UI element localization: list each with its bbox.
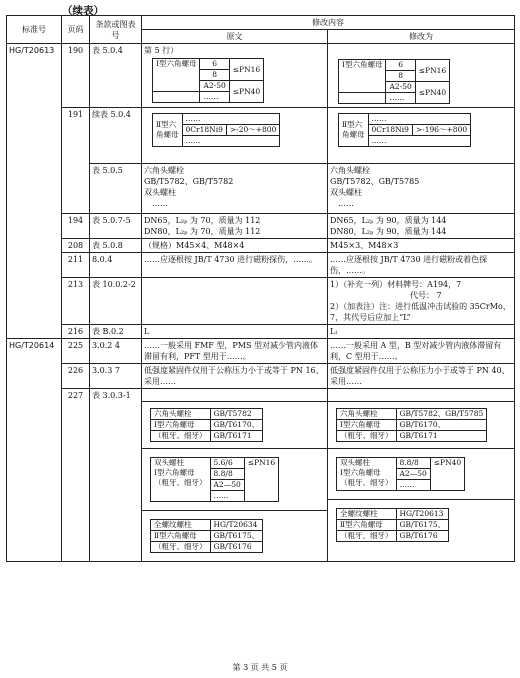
clause-cell: 表 5.0.5 (90, 164, 142, 214)
clause-cell: 表 3.0.3-1 (90, 389, 142, 562)
fastener-name: 六角头螺栓 (337, 409, 397, 420)
ellipsis: …… (182, 114, 280, 125)
nut-table (338, 113, 471, 147)
std-number: HG/T20613 (7, 44, 62, 339)
revised-cell: M45×3、M48×3 (328, 239, 515, 253)
clause-cell: 表 5.0.8 (90, 239, 142, 253)
original-cell: DN65，L₂ₚ 为 70，质量为 112 DN80，L₂ₚ 为 70，质量为 112 (142, 214, 328, 239)
nut-name: Ⅱ型六 角螺母 (153, 114, 183, 147)
original-cell: ……应逐根按 JB/T 4730 进行磁粉探伤，……。 (142, 253, 328, 278)
fastener-name: （粗牙、细牙） (151, 431, 211, 442)
page-cell: 227 (62, 389, 90, 562)
temp-range: >-196～+800 (412, 125, 470, 136)
table-row (7, 44, 515, 108)
ellipsis: …… (368, 136, 471, 147)
original-cell (142, 108, 328, 164)
fastener-name: Ⅰ型六角螺母 (151, 420, 211, 431)
fastener-name: （粗牙、细牙） (337, 531, 397, 542)
header-row (7, 16, 515, 30)
table-row (7, 253, 515, 278)
original-cell (142, 278, 328, 325)
clause-cell: 8.0.4 (90, 253, 142, 278)
fastener-table-a (150, 408, 263, 442)
ellipsis: …… (396, 480, 430, 491)
ellipsis: …… (210, 491, 244, 502)
fastener-name: （粗牙、细牙） (151, 542, 211, 553)
pn-value: ≤PN40 (415, 82, 449, 104)
fastener-table-b (150, 457, 279, 502)
fastener-name: Ⅱ型六角螺母 (151, 531, 211, 542)
revised-cell: ……一般采用 A 型，B 型对减少管内液体滞留有利，C 型用于……。 (328, 339, 515, 364)
ellipsis: …… (200, 92, 229, 103)
revised-cell: 1）（补充一列）材料牌号：A194，7 代号： 7 2）（加表注）注：进行低温冲击试验的 35CrMo、7，其代号后应加上“L” (328, 278, 515, 325)
page-footer: 第 3 页 共 5 页 (232, 663, 288, 672)
page-cell: 211 (62, 253, 90, 278)
revised-cell: ……应逐根按 JB/T 4730 进行磁粉或着色探伤，……。 (328, 253, 515, 278)
revised-cell (328, 389, 515, 562)
original-cell: ……一般采用 FMF 型，PMS 型对减少管内液体滞留有利，PFT 型用于……。 (142, 339, 328, 364)
ellipsis: …… (386, 93, 415, 104)
clause-cell: 续表 5.0.4 (90, 108, 142, 164)
table-row (7, 239, 515, 253)
grade: A2—50 (210, 480, 244, 491)
nut-name: Ⅱ型六 角螺母 (339, 114, 369, 147)
fastener-name: 双头螺柱 Ⅰ型六角螺母 （粗牙、细牙） (337, 458, 397, 491)
ellipsis: …… (368, 114, 471, 125)
nut-name: Ⅰ型六角螺母 (153, 59, 200, 92)
page-cell: 194 (62, 214, 90, 239)
page-cell: 226 (62, 364, 90, 389)
grade: 8.8/8 (396, 458, 430, 469)
page-cell: 216 (62, 325, 90, 339)
std-ref: GB/T6171 (210, 431, 263, 442)
nut-name: Ⅰ型六角螺母 (339, 60, 386, 93)
std-ref: HG/T20613 (396, 509, 449, 520)
std-ref: GB/T6170、 (396, 420, 487, 431)
original-cell (142, 44, 328, 108)
ellipsis: …… (182, 136, 280, 147)
clause-cell: 3.0.2 4 (90, 339, 142, 364)
original-cell: 低强度紧固件仅用于公称压力小于或等于 PN 16、采用…… (142, 364, 328, 389)
header-original: 原文 (142, 30, 328, 44)
revised-cell: 六角头螺栓 GB/T5782、GB/T5785 双头螺柱 …… (328, 164, 515, 214)
header-revised: 修改为 (328, 30, 515, 44)
std-ref: GB/T6171 (396, 431, 487, 442)
grade: 8 (200, 70, 229, 81)
std-ref: GB/T6170、 (210, 420, 263, 431)
line-note: 第 5 行） (144, 46, 179, 55)
table-row (7, 389, 515, 562)
clause-cell: 表 5.0.7-5 (90, 214, 142, 239)
material: 0Cr18Ni9 (368, 125, 412, 136)
material: 0Cr18Ni9 (182, 125, 226, 136)
temp-range: >-20～+800 (226, 125, 279, 136)
fastener-table-a (336, 408, 487, 442)
table-row (7, 214, 515, 239)
header-modify: 修改内容 (142, 16, 515, 30)
nut-table (338, 59, 450, 104)
pn-value: ≤PN16 (244, 458, 278, 502)
continued-label: （续表） (62, 5, 104, 17)
std-ref: GB/T5782、GB/T5785 (396, 409, 487, 420)
grade: 5.6/6 (210, 458, 244, 469)
std-ref: GB/T6175、 (396, 520, 449, 531)
grade: A2—50 (396, 469, 430, 480)
fastener-table-c (150, 519, 263, 553)
header-clause: 条款或图表号 (90, 16, 142, 44)
grade: A2-50 (386, 82, 415, 93)
page-cell: 225 (62, 339, 90, 364)
original-cell: L (142, 325, 328, 339)
grade: 8.8/8 (210, 469, 244, 480)
grade: 8 (386, 71, 415, 82)
fastener-name: 全螺纹螺柱 (151, 520, 211, 531)
grade: A2-50 (200, 81, 229, 92)
pn-value: ≤PN40 (229, 81, 263, 103)
page-cell: 191 (62, 108, 90, 214)
table-row (7, 325, 515, 339)
pn-value: ≤PN16 (415, 60, 449, 82)
fastener-name: Ⅰ型六角螺母 (337, 420, 397, 431)
revised-cell: Lₜ (328, 325, 515, 339)
errata-table (6, 15, 515, 562)
page-cell: 190 (62, 44, 90, 108)
page-cell: 213 (62, 278, 90, 325)
nut-table (152, 58, 264, 103)
table-row (7, 278, 515, 325)
pn-value: ≤PN16 (229, 59, 263, 81)
table-row (7, 108, 515, 164)
revised-cell: DN65，L₂ₚ 为 90，质量为 144 DN80，L₂ₚ 为 90，质量为 144 (328, 214, 515, 239)
std-ref: GB/T6176 (396, 531, 449, 542)
std-ref: GB/T5782 (210, 409, 263, 420)
std-ref: GB/T6176 (210, 542, 263, 553)
std-ref: HG/T20634 (210, 520, 263, 531)
original-cell (142, 389, 328, 562)
grade: 6 (200, 59, 229, 70)
fastener-name: Ⅱ型六角螺母 (337, 520, 397, 531)
header-std: 标准号 (7, 16, 62, 44)
page-cell: 208 (62, 239, 90, 253)
table-row (7, 339, 515, 364)
fastener-name: （粗牙、细牙） (337, 431, 397, 442)
original-cell: （规格）M45×4、M48×4 (142, 239, 328, 253)
pn-value: ≤PN40 (430, 458, 464, 491)
fastener-name: 全螺纹螺柱 (337, 509, 397, 520)
revised-cell: 低强度紧固件仅用于公称压力小于或等于 PN 40、采用…… (328, 364, 515, 389)
fastener-name: 六角头螺栓 (151, 409, 211, 420)
header-page: 页码 (62, 16, 90, 44)
revised-cell (328, 108, 515, 164)
clause-cell: 表 10.0.2-2 (90, 278, 142, 325)
clause-cell: 3.0.3 7 (90, 364, 142, 389)
fastener-table-b (336, 457, 465, 491)
clause-cell: 表 B.0.2 (90, 325, 142, 339)
table-row (7, 364, 515, 389)
clause-cell: 表 5.0.4 (90, 44, 142, 108)
fastener-name: 双头螺柱 Ⅰ型六角螺母 （粗牙、细牙） (151, 458, 211, 502)
std-ref: GB/T6175、 (210, 531, 263, 542)
fastener-table-c (336, 508, 449, 542)
original-cell: 六角头螺栓 GB/T5782、GB/T5782 双头螺柱 …… (142, 164, 328, 214)
nut-table (152, 113, 280, 147)
std-number: HG/T20614 (7, 339, 62, 562)
revised-cell (328, 44, 515, 108)
grade: 6 (386, 60, 415, 71)
